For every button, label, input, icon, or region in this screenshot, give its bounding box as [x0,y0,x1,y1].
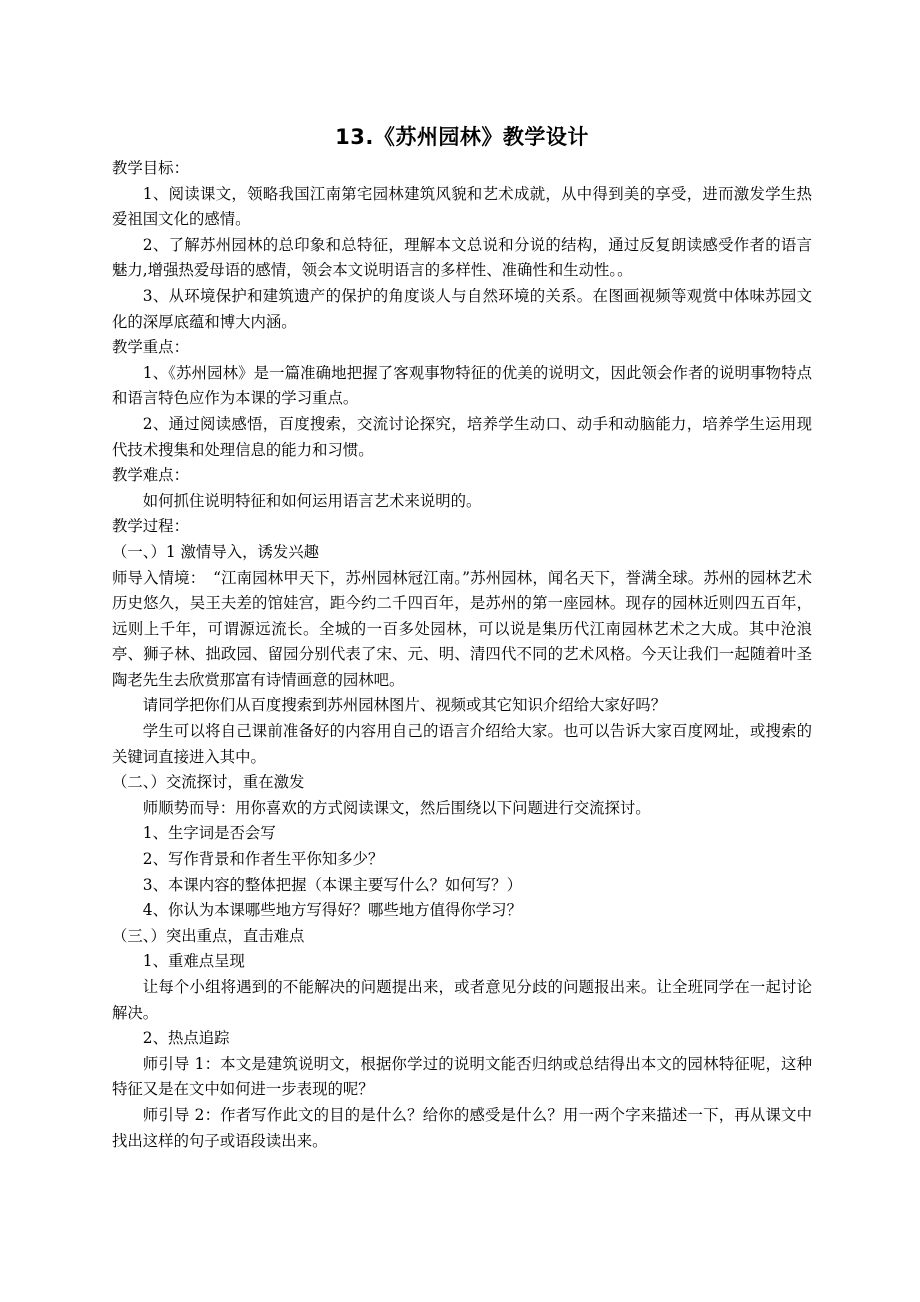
document-paragraph: 学生可以将自己课前准备好的内容用自己的语言介绍给大家。也可以告诉大家百度网址，或搜索的关键词直接进入其中。 [112,722,812,766]
document-paragraph: 1、《苏州园林》是一篇准确地把握了客观事物特征的优美的说明文，因此领会作者的说明事物特点和语言特色应作为本课的学习重点。 [112,363,812,408]
document-paragraph: 2、了解苏州园林的总印象和总特征，理解本文总说和分说的结构，通过反复朗读感受作者的语言魅力,增强热爱母语的感情，领会本文说明语言的多样性、准确性和生动性。。 [112,235,812,280]
document-paragraph: 3、本课内容的整体把握（本课主要写什么？如何写？） [142,875,522,894]
document-page [112,120,812,1154]
document-paragraph: 让每个小组将遇到的不能解决的问题提出来，或者意见分歧的问题报出来。让全班同学在一起讨论解决。 [112,978,812,1022]
document-paragraph: 1、生字词是否会写 [142,824,276,843]
document-paragraph: 师顺势而导：用你喜欢的方式阅读课文，然后围绕以下问题进行交流探讨。 [142,798,651,817]
document-paragraph: 请同学把你们从百度搜索到苏州园林图片、视频或其它知识介绍给大家好吗？ [142,696,667,715]
document-paragraph: 4、你认为本课哪些地方写得好？哪些地方值得你学习？ [142,901,522,920]
document-paragraph: 教学难点： [112,466,189,485]
document-body [112,156,812,1154]
document-paragraph: 1、阅读课文，领略我国江南第宅园林建筑风貌和艺术成就，从中得到美的享受，进而激发学生热爱祖国文化的感情。 [112,184,812,229]
document-paragraph: 3、从环境保护和建筑遗产的保护的角度谈人与自然环境的关系。在图画视频等观赏中体味苏园文化的深厚底蕴和博大内涵。 [112,286,812,331]
document-paragraph: 教学重点： [112,338,189,357]
document-paragraph: 师引导 2：作者写作此文的目的是什么？给你的感受是什么？用一两个字来描述一下，再从课文中找出这样的句子或语段读出来。 [112,1105,812,1150]
document-paragraph: 师导入情境： “江南园林甲天下，苏州园林冠江南。”苏州园林，闻名天下，誉满全球。苏州的园林艺术历史悠久，吴王夫差的馆娃宫，距今约二千四百年，是苏州的第一座园林。现存的园林近则四五百年，远则上千年，可谓源远流长。全城的一百多处园林，可以说是集历代江南园林艺术之大成。其中沧浪亭、狮子林、拙政园、留园分别代表了宋、元、明、清四代不同的艺术风格。今天让我们一起随着叶圣陶老先生去欣赏那富有诗情画意的园林吧。 [112,568,812,689]
document-paragraph: 2、通过阅读感悟，百度搜索，交流讨论探究，培养学生动口、动手和动脑能力，培养学生运用现代技术搜集和处理信息的能力和习惯。 [112,414,812,459]
document-paragraph: （二、）交流探讨，重在激发 [112,773,305,792]
document-paragraph: 2、热点追踪 [142,1029,230,1048]
document-paragraph: 如何抓住说明特征和如何运用语言艺术来说明的。 [142,491,482,510]
document-paragraph: 2、写作背景和作者生平你知多少？ [142,850,384,869]
document-paragraph: 1、重难点呈现 [142,952,245,971]
document-paragraph: （一、）1 激情导入，诱发兴趣 [112,542,320,561]
document-paragraph: 教学目标： [112,159,189,177]
document-paragraph: （三、）突出重点，直击难点 [112,926,305,945]
document-paragraph: 师引导 1：本文是建筑说明文，根据你学过的说明文能否归纳或总结得出本文的园林特征呢，这种特征又是在文中如何进一步表现的呢？ [112,1054,812,1099]
document-paragraph: 教学过程： [112,517,189,536]
document-title: 13.《苏州园林》教学设计 [335,125,589,149]
